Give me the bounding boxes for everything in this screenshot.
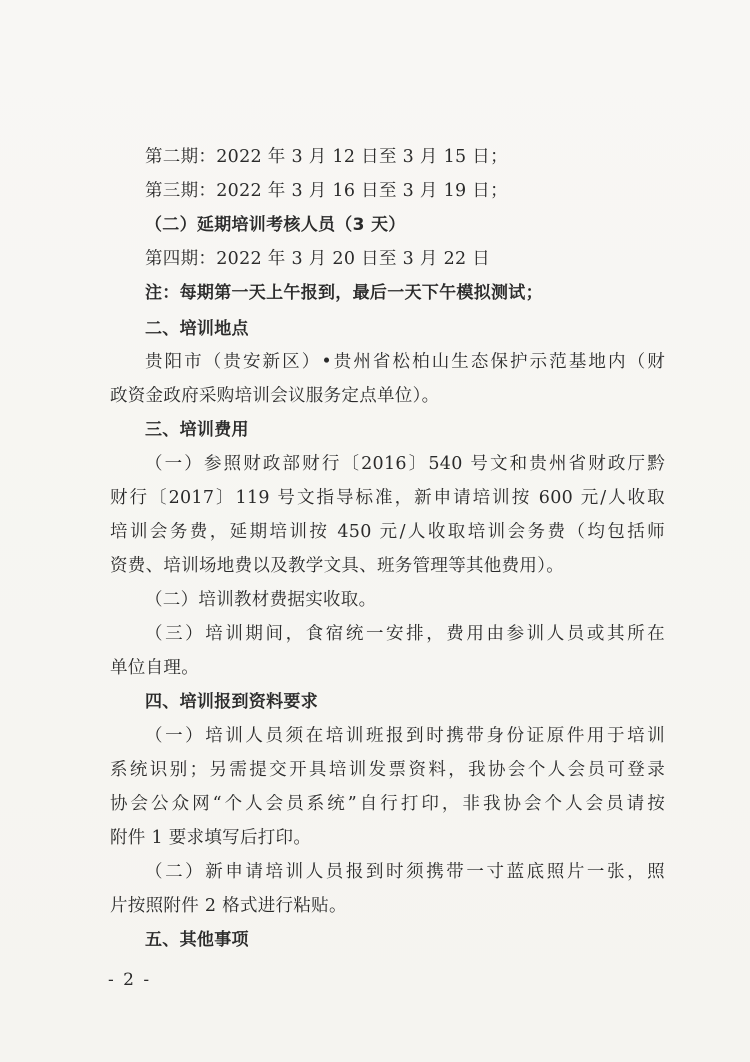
schedule-period-2: 第二期：2022 年 3 月 12 日至 3 月 15 日； — [145, 147, 508, 167]
location-line-1: 贵阳市（贵安新区）•贵州省松柏山生态保护示范基地内（财 — [145, 352, 665, 372]
fees-lodging-line-1: （三）培训期间，食宿统一安排，费用由参训人员或其所在 — [145, 624, 665, 644]
registration-line-3: 协会公众网“个人会员系统”自行打印，非我协会个人会员请按 — [110, 794, 665, 814]
section-heading-fees: 三、培训费用 — [145, 420, 249, 440]
page-number: - 2 - — [108, 970, 152, 990]
fees-line-3: 培训会务费，延期培训按 450 元/人收取培训会务费（均包括师 — [110, 522, 665, 542]
fees-line-2: 财行〔2017〕119 号文指导标准，新申请培训按 600 元/人收取 — [110, 488, 665, 508]
photo-line-1: （二）新申请培训人员报到时须携带一寸蓝底照片一张，照 — [145, 862, 665, 882]
schedule-period-3: 第三期：2022 年 3 月 16 日至 3 月 19 日； — [145, 181, 508, 201]
registration-line-2: 系统识别；另需提交开具培训发票资料，我协会个人会员可登录 — [110, 760, 665, 780]
fees-materials: （二）培训教材费据实收取。 — [145, 590, 377, 610]
section-heading-other: 五、其他事项 — [145, 930, 249, 950]
subheading-extended-training: （二）延期培训考核人员（3 天） — [145, 215, 406, 235]
photo-line-2: 片按照附件 2 格式进行粘贴。 — [110, 896, 347, 916]
registration-line-4: 附件 1 要求填写后打印。 — [110, 828, 312, 848]
fees-line-1: （一）参照财政部财行〔2016〕540 号文和贵州省财政厅黔 — [145, 454, 665, 474]
note-line: 注：每期第一天上午报到，最后一天下午模拟测试； — [145, 283, 543, 303]
section-heading-location: 二、培训地点 — [145, 319, 249, 339]
fees-line-4: 资费、培训场地费以及教学文具、班务管理等其他费用）。 — [110, 556, 565, 576]
section-heading-registration: 四、培训报到资料要求 — [145, 692, 318, 712]
registration-line-1: （一）培训人员须在培训班报到时携带身份证原件用于培训 — [145, 726, 665, 746]
fees-lodging-line-2: 单位自理。 — [110, 658, 199, 678]
schedule-period-4: 第四期：2022 年 3 月 20 日至 3 月 22 日 — [145, 249, 491, 269]
location-line-2: 政资金政府采购培训会议服务定点单位）。 — [110, 386, 440, 406]
